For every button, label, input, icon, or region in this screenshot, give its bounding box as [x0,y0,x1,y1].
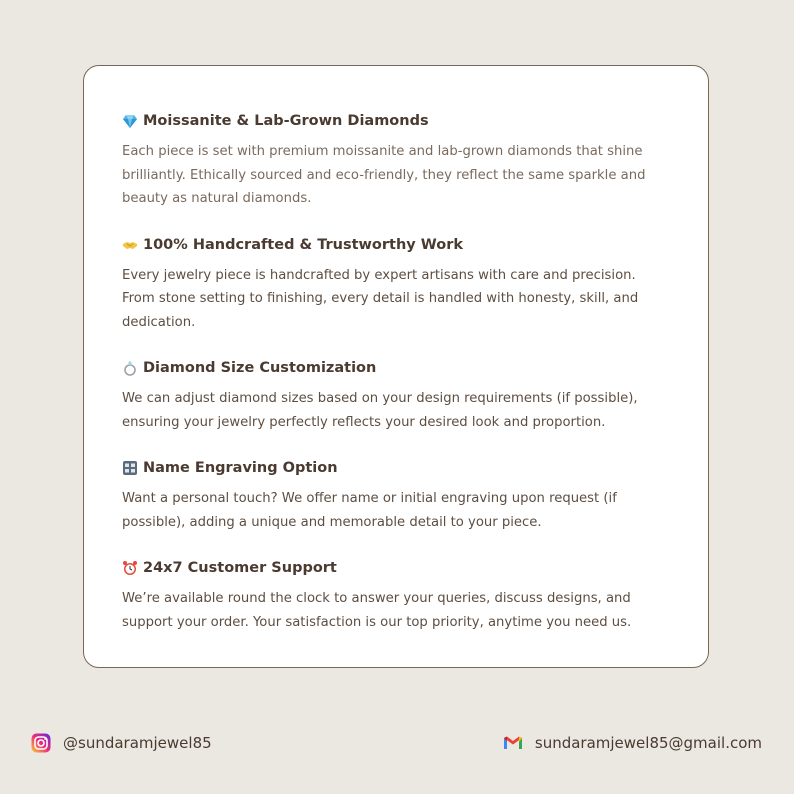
section-body: We can adjust diamond sizes based on your design requirements (if possible), ensuring your jewelry perfectly reflects your desired look and proportion. [122,391,638,430]
section-body: Want a personal touch? We offer name or initial engraving upon request (if possible), adding a unique and memorable detail to your piece. [122,491,617,530]
section-handcrafted [122,234,672,335]
handshake-icon [122,237,138,253]
alarm-clock-icon [122,560,138,576]
gem-icon [122,113,138,129]
section-title: Name Engraving Option [122,457,672,479]
gmail-icon [503,733,523,753]
features-card [83,65,709,668]
instagram-contact[interactable] [31,730,212,756]
section-body: Every jewelry piece is handcrafted by expert artisans with care and precision. From stone setting to finishing, every detail is handled with honesty, skill, and dedication. [122,267,639,330]
instagram-handle[interactable]: @sundaramjewel85 [63,734,212,752]
section-name-engraving [122,457,672,534]
section-size-customization [122,357,672,434]
section-body: Each piece is set with premium moissanite and lab-grown diamonds that shine brilliantly. Ethically sourced and eco-friendly, they reflect the same sparkle and beauty as natural diamonds. [122,144,646,206]
section-title: 100% Handcrafted & Trustworthy Work [122,234,672,256]
section-title: 24x7 Customer Support [122,557,672,579]
section-body: We’re available round the clock to answer your queries, discuss designs, and support your order. Your satisfaction is our top priority, anytime you need us. [122,591,632,630]
abcd-input-icon [122,460,138,476]
ring-icon [122,360,138,376]
section-title: Moissanite & Lab-Grown Diamonds [122,110,672,132]
section-title: Diamond Size Customization [122,357,672,379]
instagram-icon [31,733,51,753]
email-address[interactable]: sundaramjewel85@gmail.com [534,734,762,752]
section-customer-support [122,557,672,634]
section-moissanite [122,110,672,211]
email-contact[interactable] [503,730,762,756]
